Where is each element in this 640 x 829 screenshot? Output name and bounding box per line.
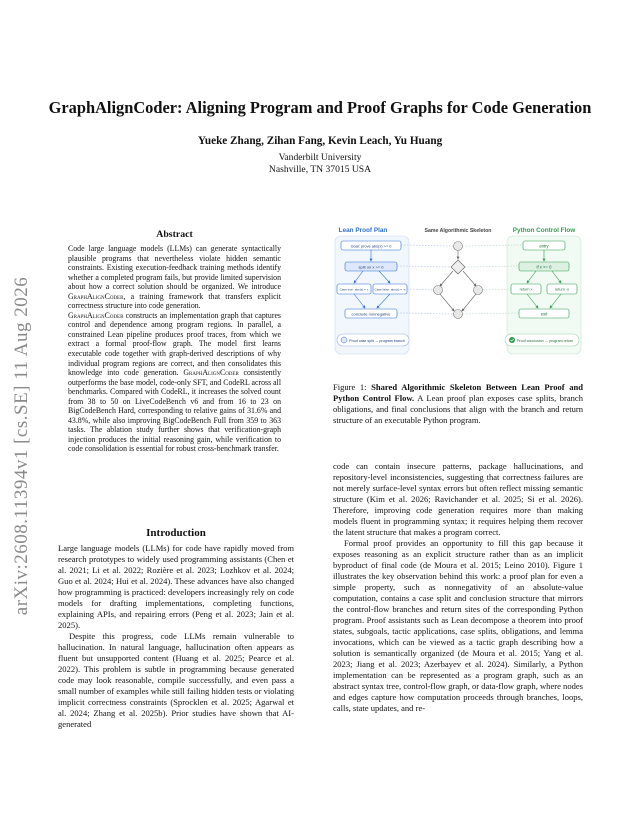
skeleton-edge-3 — [463, 271, 476, 286]
figure-1 — [333, 224, 583, 372]
legend-right-label: Proof conclusion ↔ program return — [517, 339, 573, 343]
lean-goal-label: Goal: prove abs(x) >= 0 — [350, 243, 392, 249]
legend-left-label: Proof case split ↔ program branch — [349, 339, 405, 343]
arxiv-identifier — [12, 236, 32, 656]
skeleton-edge-2 — [440, 271, 453, 286]
abstract-body — [68, 244, 281, 454]
caption-label: Figure 1: — [333, 382, 367, 392]
introduction-left-column — [58, 543, 294, 730]
abstract-p2-method-name: GraphAlignCoder — [68, 310, 124, 320]
python-panel-title: Python Control Flow — [512, 227, 576, 234]
affiliation — [40, 152, 600, 176]
caption-text: A Lean proof plan exposes case splits, branch obligations, and final conclusions that align with the branch and return structure of an executable Python program. — [333, 392, 583, 425]
abstract-p1-method-name: GraphAlignCoder — [68, 291, 124, 301]
skeleton-branch-diamond — [451, 260, 465, 274]
lean-case-true-label: Case true: abs(x) = x — [339, 287, 369, 292]
skeleton-merge — [454, 310, 463, 319]
check-icon — [509, 337, 515, 343]
abstract-paragraph-1 — [68, 244, 281, 311]
skeleton-branch-right — [474, 286, 483, 295]
lean-split-label: split on x >= 0 — [358, 264, 384, 270]
abstract-p2-text-b: consistently outperforms the base model, code-only SFT, and CodeRL across all benchmarks. Compared with CodeRL, it increases the solved count from 38 to 50 on LiveCodeBench v6 and from 16 to 23 on BigCodeBench Hard, corresponding to relative gains of 31.6% and 43.8%, while also improving BigCodeBench Full from 359 to 363 tasks. The ablation study further shows that verification-graph injection produces the initial reasoning gain, while verification to code consolidation is essential for robust cross-benchmark transfer. — [68, 368, 281, 454]
link-icon — [341, 337, 347, 343]
py-exit-label: exit — [540, 311, 548, 317]
intro-paragraph-1: Large language models (LLMs) for code have rapidly moved from research prototypes to widely used programming assistants (Chen et al. 2021; Li et al. 2022; Rozière et al. 2023; Lozhkov et al. 2024; Guo et al. 2024; Hui et al. 2024). These advances have also changed how programming is practiced: developers increasingly rely on code models for drafting implementations, completing functions, explaining APIs, and repairing errors (Peng et al. 2023; Jain et al. 2025). — [58, 543, 294, 630]
abstract-heading: Abstract — [156, 229, 193, 240]
abstract-p2-text-a: constructs an implementation graph that captures control and dependence among program regions. In parallel, a constrained Lean pipeline produces proof traces, from which we extract a formal proof-flow graph. The model first learns executable code together with graph-derived descriptions of why individual program regions are correct, and then consolidates this knowledge into code generation. — [68, 310, 281, 378]
skeleton-panel-title: Same Algorithmic Skeleton — [424, 228, 492, 234]
py-if-label: if x >= 0 — [536, 264, 552, 270]
author-list: Yueke Zhang, Zihan Fang, Kevin Leach, Yu Huang — [197, 135, 443, 147]
abstract-p1-end: , a training framework that transfers explicit correctness structure into code generation. — [68, 291, 281, 311]
py-entry-label: entry — [539, 243, 549, 249]
figure-1-caption — [333, 382, 583, 426]
py-return-x-label: return x — [519, 287, 533, 292]
arxiv-identifier-text: arXiv:2608.11394v1 [cs.SE] 11 Aug 2026 — [11, 276, 32, 616]
paper-title: GraphAlignCoder: Aligning Program and Proof Graphs for Code Generation — [48, 98, 592, 117]
lean-conclude-label: conclude nonnegative — [351, 311, 391, 317]
abstract-paragraph-2 — [68, 311, 281, 454]
skeleton-edge-4 — [440, 294, 454, 311]
lean-case-false-label: Case false: abs(x) = -x — [374, 287, 406, 292]
py-return-negx-label: return -x — [554, 287, 570, 292]
skeleton-edge-5 — [462, 294, 476, 311]
intro-paragraph-2: Despite this progress, code LLMs remain vulnerable to hallucination. In natural language, hallucination often appears as fluent but unsupported content (Huang et al. 2025; Pearce et al. 2022). This problem is subtle in programming because generated code may look reasonable, compile successfully, and even pass a small number of examples while still failing hidden tests or violating implicit correctness constraints (Sprocklen et al. 2025; Agarwal et al. 2024; Zhang et al. 2025b). Prior studies have shown that AI-generated — [58, 630, 294, 729]
affiliation-institution: Vanderbilt University — [278, 152, 362, 163]
lean-panel-title: Lean Proof Plan — [338, 227, 388, 234]
abstract-p2-method-name-2: GraphAlignCoder — [183, 368, 239, 378]
caption-title: Shared Algorithmic Skeleton Between Lean Proof and Python Control Flow. — [333, 382, 583, 403]
skeleton-branch-left — [434, 286, 443, 295]
right-paragraph-2: Formal proof provides an opportunity to fill this gap because it exposes reasoning as an explicit structure rather than as an implicit byproduct of final code (de Moura et al. 2015; Leino 2010). Figure 1 illustrates the key observation behind this work: a proof plan for even a simple property, such as nonnegativity of an absolute-value computation, contains a case split and conclusion structure that mirrors the control-flow branches and return sites of the corresponding Python program. Proof assistants such as Lean decompose a theorem into proof states, subgoals, tactic applications, case splits, obligations, and lemma invocations, which can be viewed as a tactic graph describing how a solution is semantically organized (de Moura et al. 2015; Yang et al. 2023; Jiang et al. 2023; Azerbayev et al. 2024). Similarly, a Python implementation can be represented as a program graph, such as an abstract syntax tree, control-flow graph, or data-flow graph, where nodes and edges capture how computation proceeds through branches, loops, calls, state updates, and re- — [333, 537, 583, 713]
skeleton-entry — [454, 242, 463, 251]
figure-1-diagram — [333, 224, 583, 372]
introduction-right-column — [333, 461, 583, 714]
introduction-heading: Introduction — [146, 527, 206, 539]
abstract-p1-text: Code large language models (LLMs) can generate syntactically plausible programs that nevertheless violate hidden semantic constraints. Existing execution-feedback training methods identify whether a completed program fails, but provide limited supervision about how a correct solution should be organized. We introduce — [68, 244, 281, 292]
right-paragraph-1: code can contain insecure patterns, package hallucinations, and repository-level inconsistencies, suggesting that correctness failures are not merely surface-level syntax errors but often reflect missing semantic structure (Kim et al. 2026; Ravichander et al. 2025; Si et al. 2026). Therefore, improving code generation requires more than making models fluent in programming syntax; it requires helping them recover the latent structure that makes a program correct. — [333, 461, 583, 537]
affiliation-address: Nashville, TN 37015 USA — [268, 164, 372, 175]
